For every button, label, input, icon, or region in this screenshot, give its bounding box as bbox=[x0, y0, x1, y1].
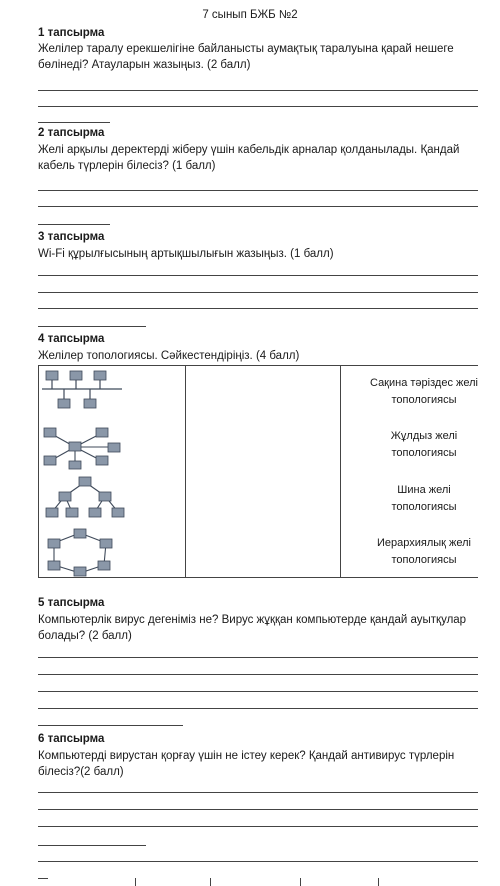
answer-line-short[interactable] bbox=[38, 122, 110, 123]
task-6-heading: 6 тапсырма bbox=[38, 733, 105, 745]
option-ring[interactable]: Сақина тәріздес желі топологиясы bbox=[370, 377, 478, 406]
answer-line[interactable] bbox=[38, 674, 478, 675]
table-divider bbox=[185, 366, 186, 578]
table-edge-mark bbox=[135, 878, 136, 886]
answer-line-short[interactable] bbox=[38, 326, 146, 327]
answer-line-short[interactable] bbox=[38, 845, 146, 846]
answer-line[interactable] bbox=[38, 657, 478, 658]
answer-line-short[interactable] bbox=[38, 725, 183, 726]
table-edge-mark bbox=[300, 878, 301, 886]
task-4-question: Желілер топологиясы. Сәйкестендіріңіз. (4 балл) bbox=[38, 350, 300, 362]
answer-line[interactable] bbox=[38, 275, 478, 276]
task-2-question: Желі арқылы деректерді жіберу үшін кабельдік арналар қолданылады. Қандай кабель түрлерін білесіз? (1 балл) bbox=[38, 144, 460, 172]
answer-line[interactable] bbox=[38, 809, 478, 810]
task-1-question: Желілер таралу ерекшелігіне байланысты аумақтық таралуына қарай нешеге бөлінеді? Атауларын жазыңыз. (2 балл) bbox=[38, 43, 454, 71]
answer-line[interactable] bbox=[38, 861, 478, 862]
task-3-heading: 3 тапсырма bbox=[38, 231, 105, 243]
task-6-question: Компьютерді вирустан қорғау үшін не істеу керек? Қандай антивирус түрлерін білесіз?(2 балл) bbox=[38, 750, 455, 778]
option-hierarchical[interactable]: Иерархиялық желі топологиясы bbox=[376, 537, 472, 566]
answer-line-short[interactable] bbox=[38, 878, 48, 879]
answer-line[interactable] bbox=[38, 792, 478, 793]
task-1-heading: 1 тапсырма bbox=[38, 27, 105, 39]
star-topology-icon bbox=[38, 419, 163, 472]
answer-line[interactable] bbox=[38, 708, 478, 709]
task-5-heading: 5 тапсырма bbox=[38, 597, 105, 609]
answer-line[interactable] bbox=[38, 308, 478, 309]
answer-line[interactable] bbox=[38, 90, 478, 91]
option-star[interactable]: Жұлдыз желі топологиясы bbox=[390, 430, 458, 459]
matching-table bbox=[38, 365, 478, 578]
table-edge-mark bbox=[378, 878, 379, 886]
task-5-question: Компьютерлік вирус дегеніміз не? Вирус жұққан компьютерде қандай ауытқулар болады? (2 балл) bbox=[38, 614, 467, 642]
table-edge-mark bbox=[210, 878, 211, 886]
answer-line[interactable] bbox=[38, 106, 478, 107]
answer-line[interactable] bbox=[38, 292, 478, 293]
answer-line[interactable] bbox=[38, 190, 478, 191]
answer-line-short[interactable] bbox=[38, 224, 110, 225]
task-3-question: Wi-Fi құрылғысының артықшылығын жазыңыз. (1 балл) bbox=[38, 248, 334, 260]
page-title: 7 сынып БЖБ №2 bbox=[202, 9, 298, 21]
task-2-heading: 2 тапсырма bbox=[38, 127, 105, 139]
answer-line[interactable] bbox=[38, 206, 478, 207]
answer-line[interactable] bbox=[38, 691, 478, 692]
ring-topology-icon bbox=[38, 525, 163, 578]
table-divider bbox=[340, 366, 341, 578]
task-4-heading: 4 тапсырма bbox=[38, 333, 105, 345]
tree-topology-icon bbox=[38, 472, 163, 525]
answer-line[interactable] bbox=[38, 826, 478, 827]
option-bus[interactable]: Шина желі топологиясы bbox=[391, 484, 457, 513]
bus-topology-icon bbox=[38, 366, 163, 419]
